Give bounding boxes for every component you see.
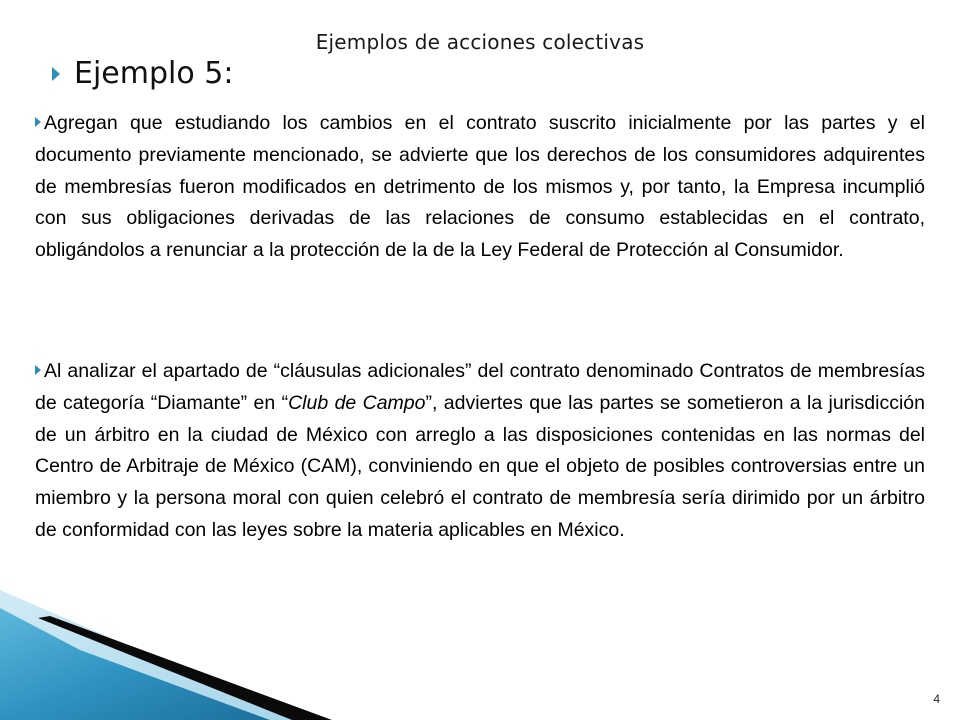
paragraph-2 bbox=[35, 356, 925, 547]
wedge-blue-shape bbox=[0, 608, 270, 720]
subtitle-row bbox=[52, 56, 233, 91]
triangle-bullet-icon bbox=[35, 365, 41, 375]
slide-title: Ejemplos de acciones colectivas bbox=[315, 30, 645, 54]
slide-subtitle: Ejemplo 5: bbox=[74, 56, 234, 91]
paragraph-2-text-before: Al analizar el apartado de “cláusulas adicionales” del contrato denominado Contratos de membresías de categoría “Diamante” en “ bbox=[35, 360, 925, 414]
paragraph-1-text: Agregan que estudiando los cambios en el contrato suscrito inicialmente por las partes y el documento previamente mencionado, se advierte que los derechos de los consumidores adquirentes de membresías fueron modificados en detrimento de los mismos y, por tanto, la Empresa incumplió con sus obligaciones derivadas de las relaciones de consumo establecidas en el contrato, obligándolos a renunciar a la protección de la de la Ley Federal de Protección al Consumidor. bbox=[35, 112, 925, 262]
wedge-black-stripe bbox=[38, 616, 332, 720]
wedge-light-shape bbox=[0, 590, 300, 720]
paragraph-2-italic: Club de Campo bbox=[288, 391, 426, 414]
triangle-bullet-icon bbox=[35, 117, 41, 127]
page-number: 4 bbox=[933, 692, 940, 706]
paragraph-2-text-after: ”, adviertes que las partes se sometieron a la jurisdicción de un árbitro en la ciudad de México con arreglo a las disposiciones contenidas en las normas del Centro de Arbitraje de México (CAM), conviniendo en que el objeto de posibles controversias entre un miembro y la persona moral con quien celebró el contrato de membresía sería dirimido por un árbitro de conformidad con las leyes sobre la materia aplicables en México. bbox=[35, 391, 925, 541]
triangle-bullet-icon bbox=[52, 67, 60, 81]
paragraph-1 bbox=[35, 108, 925, 267]
